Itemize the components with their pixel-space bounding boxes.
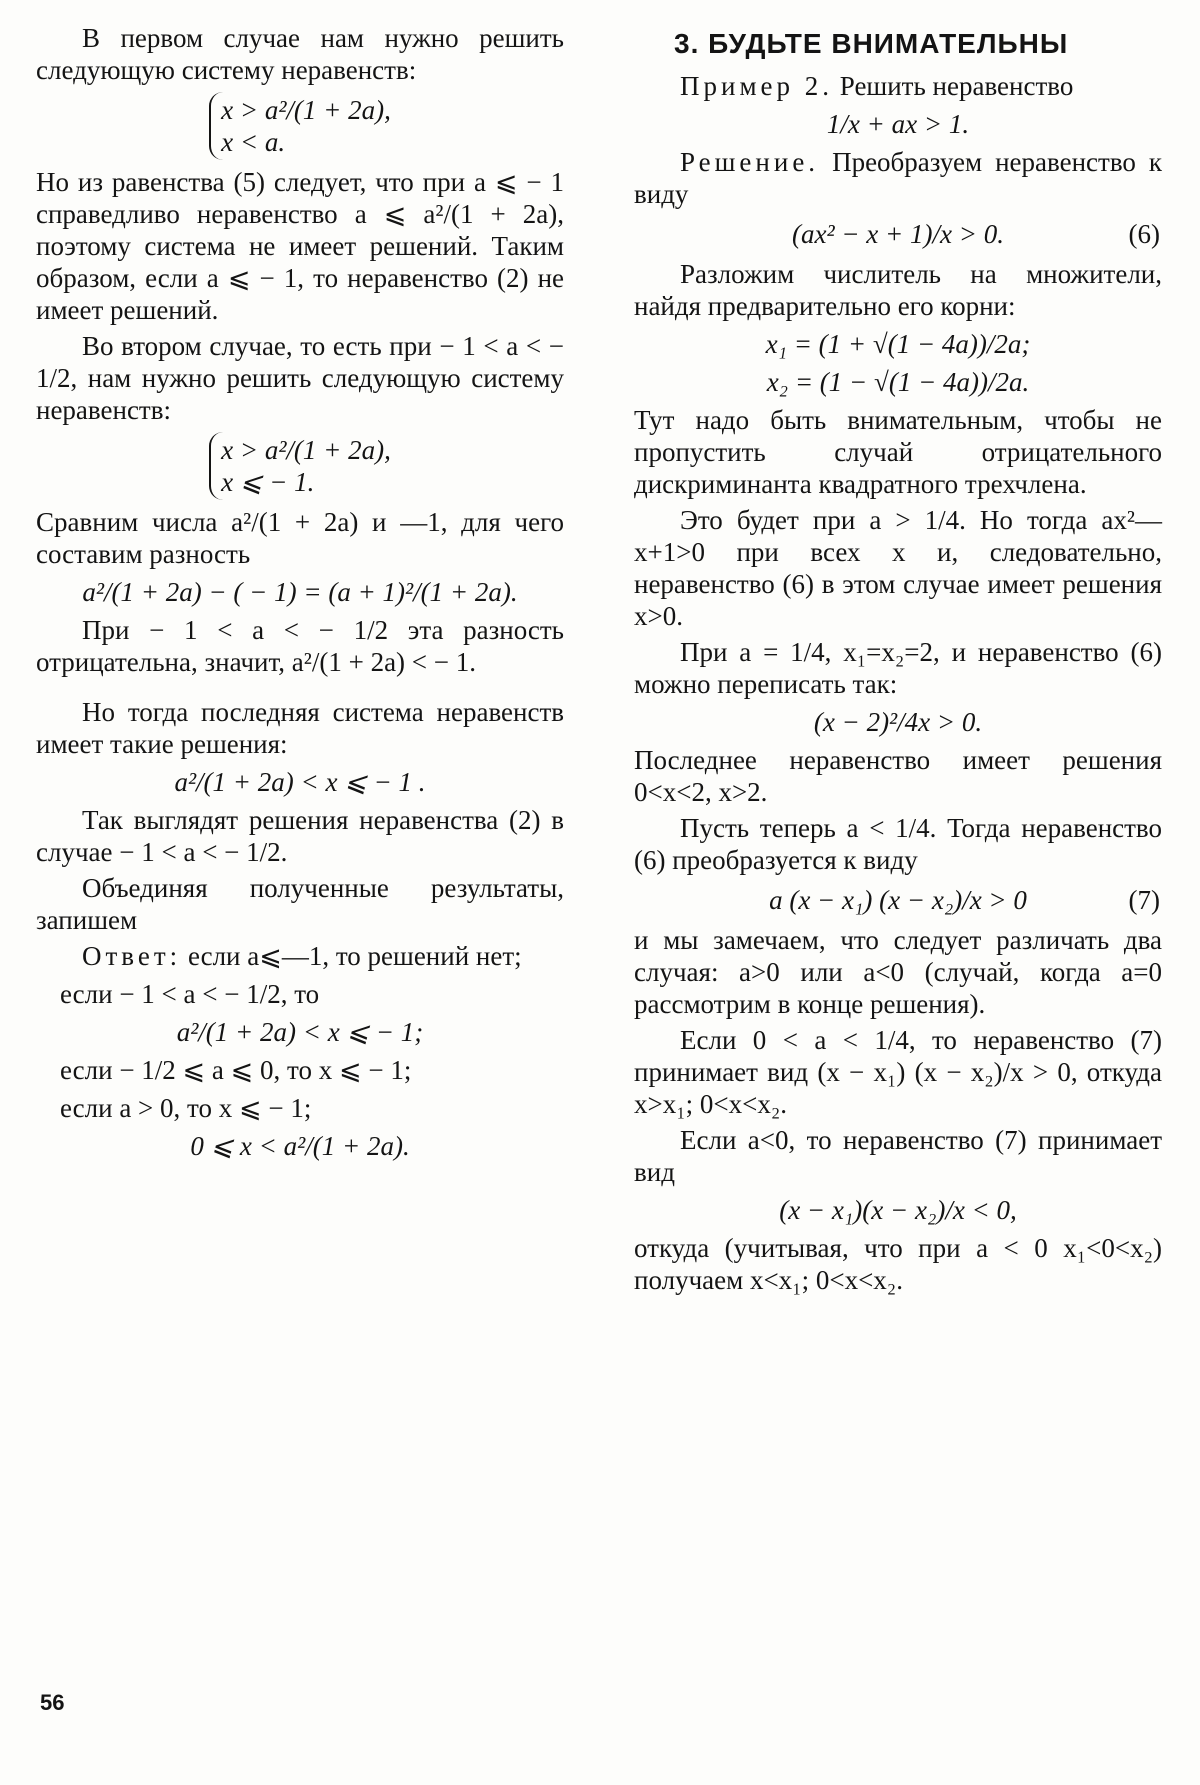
formula: a²/(1 + 2a) < x ⩽ − 1 .: [174, 767, 426, 797]
paragraph: При a = 1/4, x₁=x₂=2, и неравенство (6) можно переписать так:: [634, 637, 1162, 699]
formula: (x − x₁)(x − x₂)/x < 0,: [779, 1195, 1017, 1225]
paragraph: Разложим числитель на множители, найдя предварительно его корни:: [634, 259, 1162, 321]
paragraph: Но тогда последняя система неравенств имеет такие решения:: [36, 697, 564, 759]
numbered-formula: [634, 884, 1162, 916]
answer-case: если − 1 < a < − 1/2, то: [60, 979, 320, 1009]
paragraph: Сравним числа a²/(1 + 2a) и —1, для чего составим разность: [36, 507, 564, 569]
system-line: x ⩽ − 1.: [221, 467, 315, 497]
left-column: [36, 22, 564, 1168]
answer-text: если a⩽—1, то решений нет;: [187, 941, 522, 971]
formula: 0 ⩽ x < a²/(1 + 2a).: [190, 1131, 410, 1161]
solution-text: Преобразуем неравенство к виду: [634, 147, 1163, 209]
paragraph: При − 1 < a < − 1/2 эта разность отрицательна, значит, a²/(1 + 2a) < − 1.: [36, 615, 564, 677]
paragraph: Пусть теперь a < 1/4. Тогда неравенство (6) преобразуется к виду: [634, 813, 1162, 875]
inequality-system: [36, 92, 564, 160]
paragraph: Во втором случае, то есть при − 1 < a < − 1/2, нам нужно решить следующую систему неравенств:: [36, 331, 564, 425]
answer-paragraph: [36, 940, 564, 972]
answer-label: Ответ:: [82, 941, 182, 971]
formula: 1/x + ax > 1.: [826, 109, 970, 139]
formula: a²/(1 + 2a) − ( − 1) = (a + 1)²/(1 + 2a).: [82, 577, 518, 607]
formula: a²/(1 + 2a) < x ⩽ − 1;: [176, 1017, 424, 1047]
equation-number: (6): [1128, 219, 1160, 249]
system-line: x > a²/(1 + 2a),: [221, 95, 391, 125]
example-text: Решить неравенство: [839, 71, 1074, 101]
answer-case: если a > 0, то x ⩽ − 1;: [60, 1093, 312, 1123]
formula: x₂ = (1 − √(1 − 4a))/2a.: [766, 367, 1030, 397]
formula: a (x − x₁) (x − x₂)/x > 0: [769, 885, 1027, 915]
paragraph: откуда (учитывая, что при a < 0 x₁<0<x₂) получаем x<x₁; 0<x<x₂.: [634, 1233, 1162, 1295]
paragraph: Если 0 < a < 1/4, то неравенство (7) принимает вид (x − x₁) (x − x₂)/x > 0, откуда x>x₁; 0<x<x₂.: [634, 1025, 1162, 1119]
solution-label: Решение.: [680, 147, 820, 177]
formula: (ax² − x + 1)/x > 0.: [792, 219, 1004, 249]
paragraph: и мы замечаем, что следует различать два случая: a>0 или a<0 (случай, когда a=0 рассмотрим в конце решения).: [634, 925, 1162, 1019]
paragraph: Но из равенства (5) следует, что при a ⩽ − 1 справедливо неравенство a ⩽ a²/(1 + 2a), поэтому система не имеет решений. Таким образом, если a ⩽ − 1, то неравенство (2) не имеет решений.: [36, 167, 564, 325]
section-title: 3. БУДЬТЕ ВНИМАТЕЛЬНЫ: [674, 28, 1069, 59]
paragraph: Последнее неравенство имеет решения 0<x<2, x>2.: [634, 745, 1162, 807]
numbered-formula: [634, 218, 1162, 250]
solution-paragraph: [634, 146, 1162, 210]
formula: (x − 2)²/4x > 0.: [813, 707, 983, 737]
paragraph: Так выглядят решения неравенства (2) в случае − 1 < a < − 1/2.: [36, 805, 564, 867]
system-line: x > a²/(1 + 2a),: [221, 435, 391, 465]
paragraph: Это будет при a > 1/4. Но тогда ax²—x+1>0 при всех x и, следовательно, неравенство (6) в этом случае имеет решения x>0.: [634, 505, 1162, 631]
paragraph: Если a<0, то неравенство (7) принимает вид: [634, 1125, 1162, 1187]
system-line: x < a.: [221, 127, 286, 157]
page-number: 56: [40, 1690, 65, 1715]
paragraph: В первом случае нам нужно решить следующую систему неравенств:: [36, 23, 564, 85]
paragraph: Объединяя полученные результаты, запишем: [36, 873, 564, 935]
answer-case: если − 1/2 ⩽ a ⩽ 0, то x ⩽ − 1;: [60, 1055, 412, 1085]
right-column: [634, 22, 1162, 1300]
inequality-system: [36, 432, 564, 500]
formula: x₁ = (1 + √(1 − 4a))/2a;: [765, 329, 1031, 359]
paragraph: Тут надо быть внимательным, чтобы не пропустить случай отрицательного дискриминанта квадратного трехчлена.: [634, 405, 1162, 499]
equation-number: (7): [1128, 885, 1160, 915]
example-label: Пример 2.: [680, 71, 834, 101]
example-paragraph: [634, 70, 1162, 102]
